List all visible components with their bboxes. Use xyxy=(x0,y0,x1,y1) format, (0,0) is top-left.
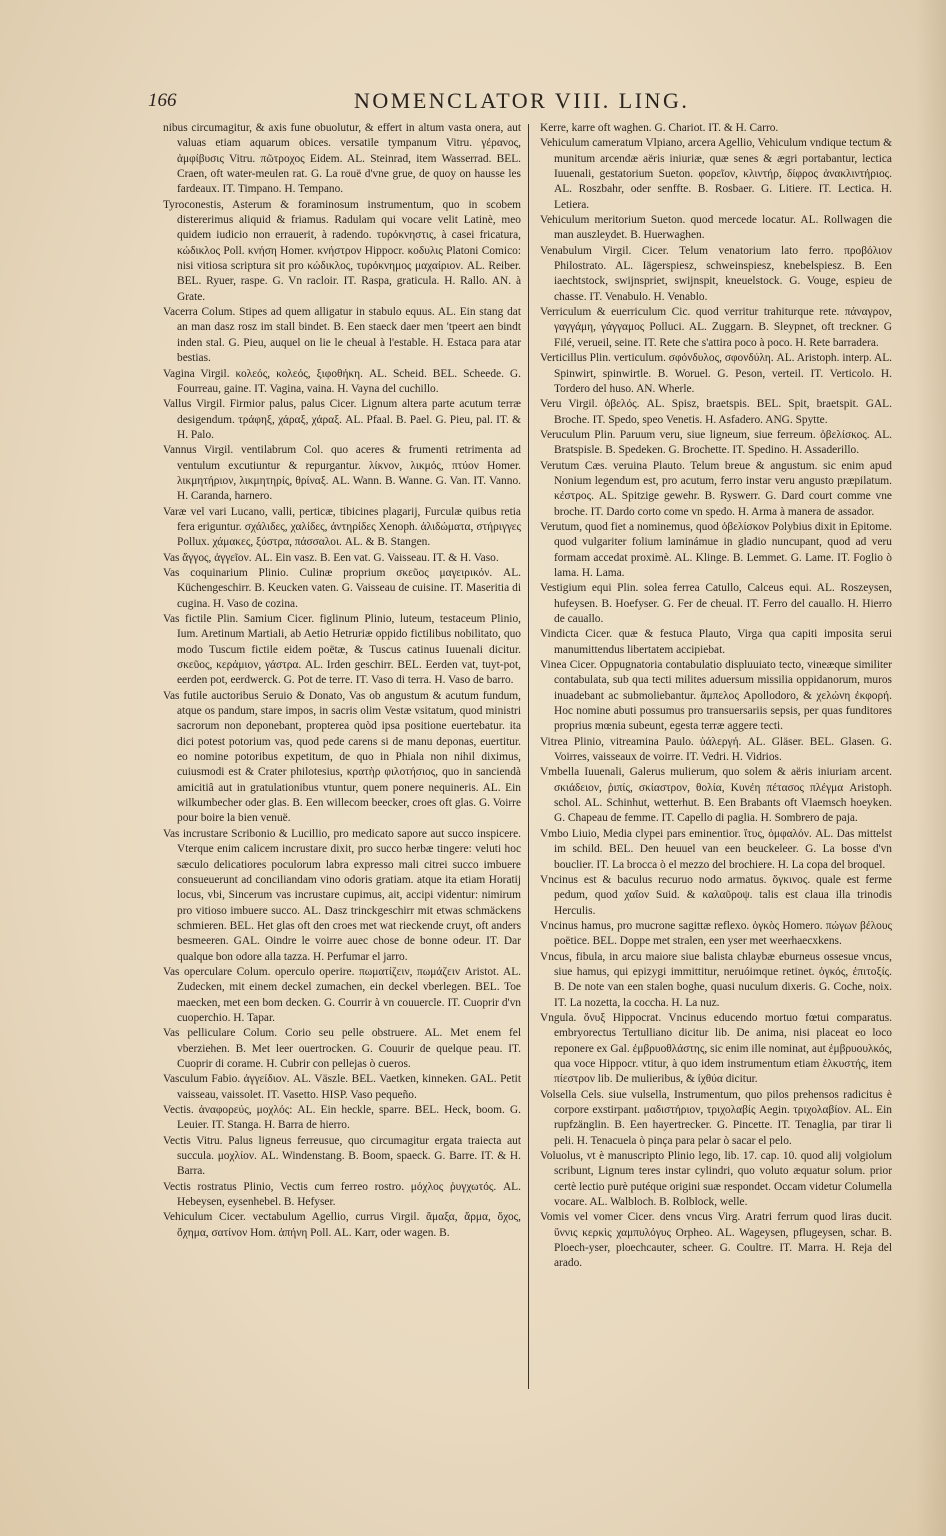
dictionary-entry: Vncinus est & baculus recuruo nodo armatus. ὄγκινος. quale est ferme pedum, quod χαΐον Suid. & καλαῦροψ. talis est claua illa trinodis Herculis. xyxy=(540,873,892,917)
dictionary-entry: nibus circumagitur, & axis fune obuolutur, & effert in altum vasta onera, aut valuas etiam aquarum obices. versatile tympanum Vitru. γέρανος, ἀμφίβυσις Vitru. πῶτροχος Eidem. AL. Steinrad, item Wasserrad. BEL. Craen, oft water-meulen rat. G. La rouë d'vne grue, de quoy on hausse les fardeaux. IT. Timpano. H. Tempano. xyxy=(163,122,521,196)
dictionary-entry: Vas incrustare Scribonio & Lucillio, pro medicato sapore aut succo inspicere. Vterque enim calicem incrustare dixit, pro succo herbæ tingere: veluti hoc sæculo delicatiores poculorum labra expresso mali citrei succo imbuere consueuerunt ad conciliandam vino odoris gratiam. atque ita etiam Horatij locus, vbi, Sincerum vas incrustare cupimus, ait, accipi videntur: nimirum pro vitioso imbuere succo. AL. Dasz trinckgeschirr mit etwas schmäckens schmieren. BEL. Het glas oft den croes met wat rieckende cruyt, oft anders besmeeren. GAL. Oindre le voirre auec chose de bonne odeur. IT. Dar qualque bon odore alla tazza. H. Perfumar el jarro. xyxy=(163,827,521,963)
dictionary-entry: Venabulum Virgil. Cicer. Telum venatorium lato ferro. προβόλιον Philostrato. AL. Iägerspiesz, schweinspiesz, knebelspiesz. B. Een iaechtstock, swijnspriet, swijnspit, kneuelstock. G. Vouge, espieu de chasse. IT. Venabulo. H. Venablo. xyxy=(540,244,892,303)
dictionary-entry: Vasculum Fabio. ἀγγείδιον. AL. Väszle. BEL. Vaetken, kinneken. GAL. Petit vaisseau, vaissolet. IT. Vasetto. HISP. Vaso pequeño. xyxy=(163,1073,521,1101)
running-title: NOMENCLATOR VIII. LING. xyxy=(354,88,690,113)
dictionary-entry: Vallus Virgil. Firmior palus, palus Cicer. Lignum altera parte acutum terræ desigendum. τράφηξ, χάραξ, χάραξ. AL. Pfaal. B. Pael. G. Pieu, pal. IT. & H. Palo. xyxy=(163,398,521,441)
dictionary-entry: Veru Virgil. ὀβελός. AL. Spisz, braetspis. BEL. Spit, braetspit. GAL. Broche. IT. Spedo, speo Venetis. H. Asfadero. ANG. Spytte. xyxy=(540,398,892,426)
dictionary-entry: Vas pelliculare Colum. Corio seu pelle obstruere. AL. Met enem fel vberziehen. B. Met leer ouertrocken. G. Couurir de quelque peau. IT. Cuoprir di corame. H. Cubrir con pellejas ò cueros. xyxy=(163,1027,521,1070)
dictionary-entry: Verticillus Plin. verticulum. σφόνδυλος, σφονδύλη. AL. Aristoph. interp. AL. Spinwirt, spinwirtle. B. Woruel. G. Peson, verteil. IT. Verticolo. H. Tordero del huso. AN. Wherle. xyxy=(540,352,892,395)
dictionary-entry: Vas fictile Plin. Samium Cicer. figlinum Plinio, luteum, testaceum Plinio, Ium. Aretinum Martiali, ab Aetio Hetruriæ oppido fictilibus nobilitato, quo modo Tuscum fictile eidem poëtæ, & Tuscus catinus Iuuenali dicitur. σκεῦος, κεράμιον, γάστρα. AL. Irden geschirr. BEL. Eerden vat, tuyt-pot, eerden pot, eerdwerck. G. Pot de terre. IT. Vaso di terra. H. Vaso de barro. xyxy=(163,613,521,687)
dictionary-entry: Vomis vel vomer Cicer. dens vncus Virg. Aratri ferrum quod liras ducit. ὕννις κερκὶς χαμπυλόγυς Orpheo. AL. Wageysen, pflugeysen, schar. B. Ploech-yser, ploechcauter, scheer. G. Coultre. IT. Marra. H. Reja del arado. xyxy=(540,1211,892,1270)
dictionary-entry: Vitrea Plinio, vitreamina Paulo. ὑάλεργή. AL. Gläser. BEL. Glasen. G. Voirres, vaisseaux de voirre. IT. Vedri. H. Vidrios. xyxy=(540,735,892,764)
dictionary-entry: Vehiculum Cicer. vectabulum Agellio, currus Virgil. ἅμαξα, ἅρμα, ὄχος, ὄχημα, σατίνον Hom. ἀπήνη Poll. AL. Karr, oder wagen. B. xyxy=(163,1211,521,1239)
dictionary-entry: Verutum, quod fiet a nominemus, quod ὀβελίσκον Polybius dixit in Epitome. quod vulgariter folium laminámue in gladio nuncupant, quod ad veru formam accedat proximè. AL. Klinge. B. Lemmet. G. Lame. IT. Foglio ò lama. H. Lama. xyxy=(540,520,892,579)
dictionary-entry: Vas coquinarium Plinio. Culinæ proprium σκεῦος μαγειρικόν. AL. Küchengeschirr. B. Keucken vaten. G. Vaisseau de cuisine. IT. Maseritia di cugina. H. Vaso de cozina. xyxy=(163,566,521,610)
page-number: 166 xyxy=(148,90,177,111)
dictionary-entry: Tyroconestis, Asterum & foraminosum instrumentum, quo in scobem distererimus aliquid & friamus. Radulam qui vocare velit Latinè, meo quidem iudicio non errauerit, à radendo. τυρόκνηστις, à casei fricatura, κώδικλος Poll. κνήση Homer. κνήστρον Hippocr. κοδυλις Platoni Comico: nisi vitiosa scriptura sit pro κώδικλος, τυρόκνημος μαχαίριον. AL. Reiber. BEL. Ryuer, raspe. G. Vn racloir. IT. Raspa, graticula. H. Rallo. AN. à Grate. xyxy=(163,198,521,303)
dictionary-entry: Verutum Cæs. veruina Plauto. Telum breue & angustum. sic enim apud Nonium legendum est, pro acutum, ferro instar veru angusto præpilatum. κέστρος. AL. Spitzige gewehr. B. Ryswerr. G. Dard court comme vne broche. IT. Dardo corto come vn spedo. H. Arma à manera de assador. xyxy=(540,459,892,518)
dictionary-entry: Vehiculum cameratum Vlpiano, arcera Agellio, Vehiculum vndique tectum & munitum arcendæ aëris iniuriæ, quæ senes & ægri portabantur, lectica Iuuenali, gestatorium Sueton. φορεῖον, κλιντήρ, δίφρος ἀνακλιντήριος. AL. Roszbahr, oder senffte. B. Rosbaer. G. Litiere. IT. Lectica. H. Letiera. xyxy=(540,137,892,211)
dictionary-entry: Vectis Vitru. Palus ligneus ferreusue, quo circumagitur ergata traiecta aut succula. μοχλίον. AL. Windenstang. B. Boom, spaeck. G. Barre. IT. & H. Barra. xyxy=(163,1134,521,1178)
dictionary-entry: Vehiculum meritorium Sueton. quod mercede locatur. AL. Rollwagen die man auszleydet. B. Huerwaghen. xyxy=(540,214,892,242)
dictionary-entry: Vas futile auctoribus Seruio & Donato, Vas ob angustum & acutum fundum, atque os pandum, stare impos, in sacris olim Vestæ vsitatum, quod ministri sacrorum non deponebant, propterea quòd ipsa positione euertebatur. ita dici potest potorium vas, quod pede carens si de manu deponas, euertitur. eo nomine potoribus expetitum, de quo in Phiala non nihil diximus, cuiusmodi est & Crater philotesius, κρατὴρ φιλοτήσιος, quo in sanciendà amicitiâ aut in gratulationibus vtuntur, quem ponere nequineris. AL. Ein wilkumbecher oder glas. B. Een willecom beecker, croes oft glas. G. Voirre pour boire la bien venuë. xyxy=(163,689,521,825)
dictionary-entry: Vmbella Iuuenali, Galerus mulierum, quo solem & aëris iniuriam arcent. σκιάδειον, ῥιπίς, σκίαστρον, θολία, Κυνέη πέτασος πλέγμα Aristoph. schol. AL. Schinhut, wetterhut. B. Een Brabants oft Vlaemsch hoeyken. G. Chapeau de femme. IT. Capello di paglia. H. Sombrero de paja. xyxy=(540,766,892,825)
column-divider xyxy=(528,124,529,1389)
dictionary-entry: Vmbo Liuio, Media clypei pars eminentior. ἴτυς, ὀμφαλόν. AL. Das mittelst im schild. BEL. Den heuuel van een beuckeleer. G. La bosse d'vn bouclier. IT. La brocca ò el mezzo del brochiere. H. La copa del broquel. xyxy=(540,827,892,871)
dictionary-entry: Volsella Cels. siue vulsella, Instrumentum, quo pilos prehensos radicitus è corpore exstirpant. μαδιστήριον, τριχολαβίς Aegin. τριχολαβίον. AL. Ein rupfzänglin. B. Een hayertrecker. G. Pincette. IT. Tenaglia, par tirar li peli. H. Tenacuela ò pinça para pelar ò sacar el pelo. xyxy=(540,1088,892,1147)
dictionary-entry: Vncinus hamus, pro mucrone sagittæ reflexo. ὀγκὸς Homero. πώγων βέλους poëtice. BEL. Doppe met stralen, een yser met weerhaecxkens. xyxy=(540,919,892,948)
dictionary-entry: Vestigium equi Plin. solea ferrea Catullo, Calceus equi. AL. Roszeysen, hufeysen. B. Hoefyser. G. Fer de cheual. IT. Ferro del cauallo. H. Hierro de cauallo. xyxy=(540,582,892,625)
page-edge-shadow xyxy=(916,0,946,1536)
dictionary-entry: Vacerra Colum. Stipes ad quem alligatur in stabulo equus. AL. Ein stang dat an man dasz rosz im stall bindet. B. Een staeck daer men 'tpeert aen bindt inden stal. G. Pieu, auquel on lie le cheual à l'estable. H. Estaca para atar bestias. xyxy=(163,306,521,365)
dictionary-entry: Vagina Virgil. κολεός, κολεός, ξιφοθήκη. AL. Scheid. BEL. Scheede. G. Fourreau, gaine. IT. Vagina, vaina. H. Vayna del cuchillo. xyxy=(163,367,521,395)
dictionary-entry: Vngula. ὄνυξ Hippocrat. Vncinus educendo mortuo fœtui comparatus. embryorectus Tertulliano dicitur lib. De anima, nisi placeat eo loco reponere ex Gal. ἐμβρυοθλάστης, sic enim ille nominat, aut ἐμβρυουλκός, qua voce Hippocr. vtitur, à quo idem instrumentum etiam ἑλκυστής, item πίεστρον lib. De mulieribus, & ἰχθύα dicitur. xyxy=(540,1011,892,1086)
left-column xyxy=(163,121,521,1241)
dictionary-entry: Vas ἄγγος, ἀγγεῖον. AL. Ein vasz. B. Een vat. G. Vaisseau. IT. & H. Vaso. xyxy=(163,551,499,564)
dictionary-entry: Vinea Cicer. Oppugnatoria contabulatio displuuiato tecto, vineæque similiter contabulata, sub qua tecti milites aduersum missilia oppidanorum, muros inuadebant ac submoliebantur. ἄμπελος Apollodoro, & χελώνη ἐκφορή. Hoc nomine abuti possumus pro transuersariis sepsis, per quas funditores proprius mœnia subeunt, egesta terræ aggere tecti. xyxy=(540,659,892,733)
dictionary-entry: Vindicta Cicer. quæ & festuca Plauto, Virga qua capiti imposita serui manumittendus libertatem accipiebat. xyxy=(540,628,892,656)
dictionary-entry: Veruculum Plin. Paruum veru, siue ligneum, siue ferreum. ὀβελίσκος. AL. Bratspisle. B. Spedeken. G. Brochette. IT. Spedino. H. Assaderillo. xyxy=(540,428,892,457)
page-header xyxy=(148,88,838,122)
dictionary-entry: Vectis. ἀναφορεύς, μοχλός: AL. Ein heckle, sparre. BEL. Heck, boom. G. Leuier. IT. Stanga. H. Barra de hierro. xyxy=(163,1104,521,1132)
dictionary-entry: Vas operculare Colum. operculo operire. πωματίζειν, πωμάζειν Aristot. AL. Zudecken, mit einem deckel zumachen, ein deckel vberlegen. BEL. Toe maecken, met een bom decken. G. Courrir à vn couuercle. IT. Cuoprir d'vn cuoperchio. H. Tapar. xyxy=(163,965,521,1024)
dictionary-entry: Vncus, fibula, in arcu maiore siue balista chlaybæ eburneus ossesue vncus, siue hamus, qui epizygi immittitur, neruóimque retinet. ὀγκός, ἐπιτοξίς. B. De note van een stalen boghe, quasi nuculum dixeris. G. Coche, noix. IT. La nozetta, la coccha. H. La nuz. xyxy=(540,950,892,1009)
dictionary-entry: Vannus Virgil. ventilabrum Col. quo aceres & frumenti retrimenta ad ventulum excutiuntur & repurgantur. λίκνον, λικμός, πτύον Homer. λικμητήριον, λικμητηρίς, θρίναξ. AL. Wann. B. Wanne. G. Van. IT. Vanno. H. Caranda, harnero. xyxy=(163,444,521,503)
right-column xyxy=(540,121,892,1272)
dictionary-entry: Voluolus, vt è manuscripto Plinio lego, lib. 17. cap. 10. quod alij volgiolum scribunt, Lignum teres instar cylindri, quo voluto æquatur solum. prior certè lectio purè putéque origini suæ respondet. Occam videtur Columella vocare. AL. Walbloch. B. Rolblock, welle. xyxy=(540,1150,892,1209)
dictionary-entry: Verriculum & euerriculum Cic. quod verritur trahiturque rete. πάναγρον, γαγγάμη, γάγγαμος Polluci. AL. Zuggarn. B. Sleypnet, oft treckner. G Filé, verueil, seine. IT. Rete che s'attira poco à poco. H. Rete barradera. xyxy=(540,306,892,349)
dictionary-entry: Kerre, karre oft waghen. G. Chariot. IT. & H. Carro. xyxy=(540,122,779,134)
dictionary-entry: Vectis rostratus Plinio, Vectis cum ferreo rostro. μόχλος ῥυγχωτός. AL. Hebeysen, eysenhebel. B. Hefyser. xyxy=(163,1180,521,1209)
dictionary-entry: Varæ vel vari Lucano, valli, perticæ, tibicines plagarij, Furculæ quibus retia fera eriguntur. σχάλιδες, χαλίδες, ἀντηρίδες Xenoph. ἀλιδώματα, στήριγγες Pollux. χάμακες, ξύστρα, πάσσαλοι. AL. & B. Stangen. xyxy=(163,505,521,549)
